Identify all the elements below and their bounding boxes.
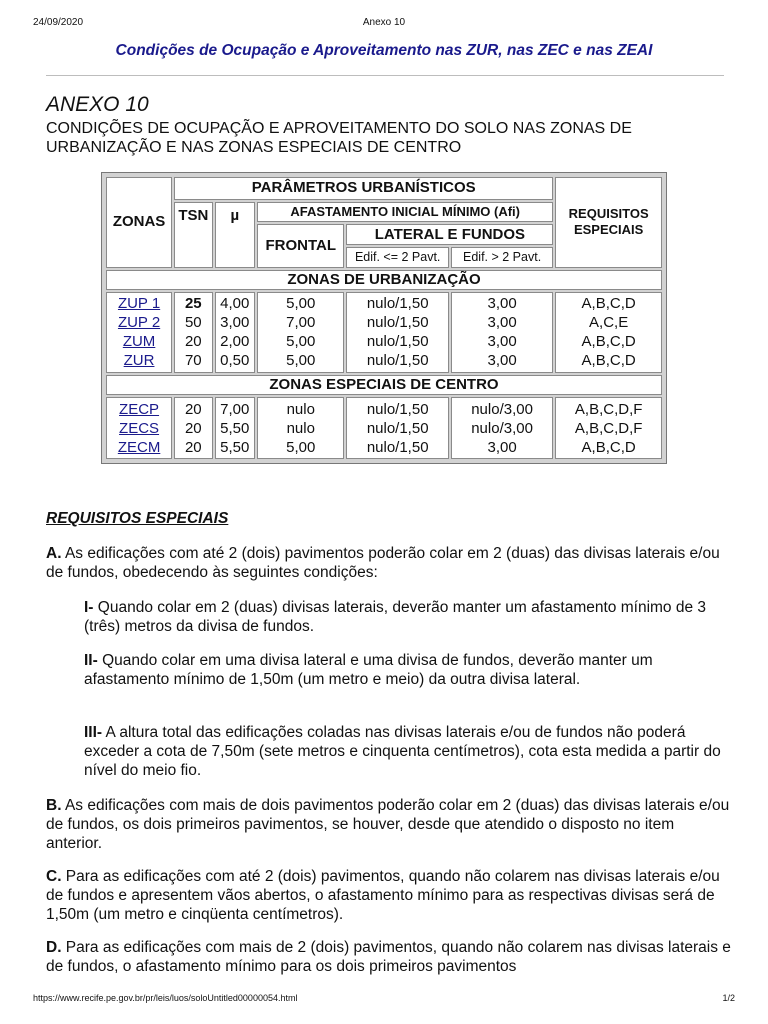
zonas-header: ZONAS [106,177,172,268]
annex-subtitle: CONDIÇÕES DE OCUPAÇÃO E APROVEITAMENTO DO SOLO NAS ZONAS DE URBANIZAÇÃO E NAS ZONAS ESPECIAIS DE CENTRO [46,120,632,156]
tsn-value: 25 [184,295,202,313]
gt2-value: 3,00 [487,352,517,370]
frontal-header: FRONTAL [257,224,344,267]
mu-header: µ [215,202,256,268]
group-zonas-urbanizacao: ZONAS DE URBANIZAÇÃO [106,270,662,291]
req-value: A,B,C,D [581,333,636,351]
frontal-values-urbanizacao [257,292,344,372]
zona-links-centro [106,397,172,459]
zona-link-zur[interactable]: ZUR [123,352,155,370]
requisitos-header [555,177,662,268]
requisito-a-label: A. [46,545,62,562]
frontal-value: 5,00 [286,438,316,456]
gt2-value: 3,00 [487,295,517,313]
print-doc-title: Anexo 10 [362,17,406,28]
le2-value: nulo/1,50 [366,295,429,313]
zona-link-zum[interactable]: ZUM [122,333,156,351]
heading-divider [46,75,724,76]
zona-link-zecp[interactable]: ZECP [119,400,160,418]
mu-value: 0,50 [220,352,250,370]
le2-value: nulo/1,50 [366,400,429,418]
zona-links-urbanizacao [106,292,172,372]
lateral-header: LATERAL E FUNDOS [346,224,553,245]
mu-value: 5,50 [220,438,250,456]
condicao-i-text: Quando colar em 2 (duas) divisas laterais, deverão manter um afastamento mínimo de 3 (três) metros da divisa de fundos. [84,599,707,635]
requisito-b [46,796,734,853]
requisito-d [46,938,734,976]
afi-header: AFASTAMENTO INICIAL MÍNIMO (Afi) [257,202,553,223]
tsn-value: 20 [184,438,202,456]
mu-values-centro [215,397,256,459]
parameters-table [104,175,664,461]
condicao-ii-label: II- [84,652,98,669]
tsn-values-urbanizacao [174,292,212,372]
le2-value: nulo/1,50 [366,314,429,332]
req-header-line2: ESPECIAIS [573,222,644,238]
group-zonas-especiais-centro: ZONAS ESPECIAIS DE CENTRO [106,375,662,396]
gt2-value: 3,00 [487,333,517,351]
footer-page-number: 1/2 [722,993,735,1003]
tsn-value: 70 [184,352,202,370]
requisito-a-text: As edificações com até 2 (dois) pavimentos poderão colar em 2 (duas) das divisas laterais e/ou de fundos, obedecendo às seguintes condições: [46,545,720,581]
frontal-value: 7,00 [286,314,316,332]
le2-values-urbanizacao [346,292,448,372]
edif-gt2-header: Edif. > 2 Pavt. [451,247,553,268]
le2-value: nulo/1,50 [366,333,429,351]
frontal-values-centro [257,397,344,459]
requisitos-title: REQUISITOS ESPECIAIS [46,510,229,527]
tsn-value: 50 [184,314,202,332]
gt2-values-centro [451,397,553,459]
requisito-c-label: C. [46,868,62,885]
tsn-value: 20 [184,400,202,418]
req-header-line1: REQUISITOS [568,206,649,222]
gt2-value: nulo/3,00 [471,400,533,418]
gt2-value: nulo/3,00 [471,419,533,437]
req-value: A,C,E [589,314,629,332]
annex-title: ANEXO 10 [46,93,149,116]
le2-value: nulo/1,50 [366,352,429,370]
tsn-value: 20 [184,333,202,351]
mu-value: 2,00 [220,333,250,351]
requisito-b-label: B. [46,797,62,814]
le2-values-centro [346,397,448,459]
requisito-a [46,544,734,582]
requisito-d-label: D. [46,939,62,956]
req-value: A,B,C,D [581,438,636,456]
frontal-value: 5,00 [286,295,316,313]
params-header: PARÂMETROS URBANÍSTICOS [174,177,553,200]
tsn-header: TSN [174,202,212,268]
mu-value: 4,00 [220,295,250,313]
requisito-c-text: Para as edificações com até 2 (dois) pavimentos, quando não colarem nas divisas laterais e/ou de fundos e apresentem vãos abertos, o afastamento mínimo para as respectivas divisas será de 1,50m (um metro e cinqüenta centímetros). [46,868,720,923]
req-value: A,B,C,D,F [574,400,643,418]
zona-link-zecm[interactable]: ZECM [117,438,161,456]
zona-link-zup-1[interactable]: ZUP 1 [117,295,161,313]
condicao-i [84,598,724,636]
page-heading: Condições de Ocupação e Aproveitamento nas ZUR, nas ZEC e nas ZEAI [115,42,653,59]
req-values-centro [555,397,662,459]
zona-link-zecs[interactable]: ZECS [119,419,160,437]
zona-link-zup-2[interactable]: ZUP 2 [117,314,161,332]
tsn-values-centro [174,397,212,459]
frontal-value: nulo [286,419,315,437]
gt2-value: 3,00 [487,314,517,332]
mu-value: 7,00 [220,400,250,418]
req-value: A,B,C,D,F [574,419,643,437]
requisito-c [46,867,734,924]
parameters-table-frame [101,172,667,464]
print-date: 24/09/2020 [33,17,84,28]
frontal-value: nulo [286,400,315,418]
condicao-ii-text: Quando colar em uma divisa lateral e uma divisa de fundos, deverão manter um afastamento mínimo de 1,50m (um metro e meio) da outra divisa lateral. [84,652,653,688]
condicao-iii-label: III- [84,724,103,741]
le2-value: nulo/1,50 [366,438,429,456]
mu-value: 3,00 [220,314,250,332]
req-values-urbanizacao [555,292,662,372]
mu-values-urbanizacao [215,292,256,372]
req-value: A,B,C,D [581,295,636,313]
mu-value: 5,50 [220,419,250,437]
gt2-value: 3,00 [487,438,517,456]
requisito-b-text: As edificações com mais de dois pavimentos poderão colar em 2 (duas) das divisas laterais e/ou de fundos, os dois primeiros pavimentos, se houver, desde que atendido o disposto no item anterior. [46,797,730,852]
tsn-value: 20 [184,419,202,437]
req-value: A,B,C,D [581,352,636,370]
le2-value: nulo/1,50 [366,419,429,437]
requisito-d-text: Para as edificações com mais de 2 (dois) pavimentos, quando não colarem nas divisas laterais e de fundos, o afastamento mínimo para os dois primeiros pavimentos [46,939,731,975]
edif-le2-header: Edif. <= 2 Pavt. [346,247,448,268]
condicao-iii [84,723,724,780]
condicao-ii [84,651,724,689]
gt2-values-urbanizacao [451,292,553,372]
frontal-value: 5,00 [286,352,316,370]
footer-url: https://www.recife.pe.gov.br/pr/leis/luos/soloUntitled00000054.html [33,993,298,1003]
condicao-iii-text: A altura total das edificações coladas nas divisas laterais e/ou de fundos não poderá exceder a cota de 7,50m (sete metros e cinquenta centímetros), cota esta medida a partir do nível do meio fio. [84,724,721,779]
condicao-i-label: I- [84,599,94,616]
frontal-value: 5,00 [286,333,316,351]
